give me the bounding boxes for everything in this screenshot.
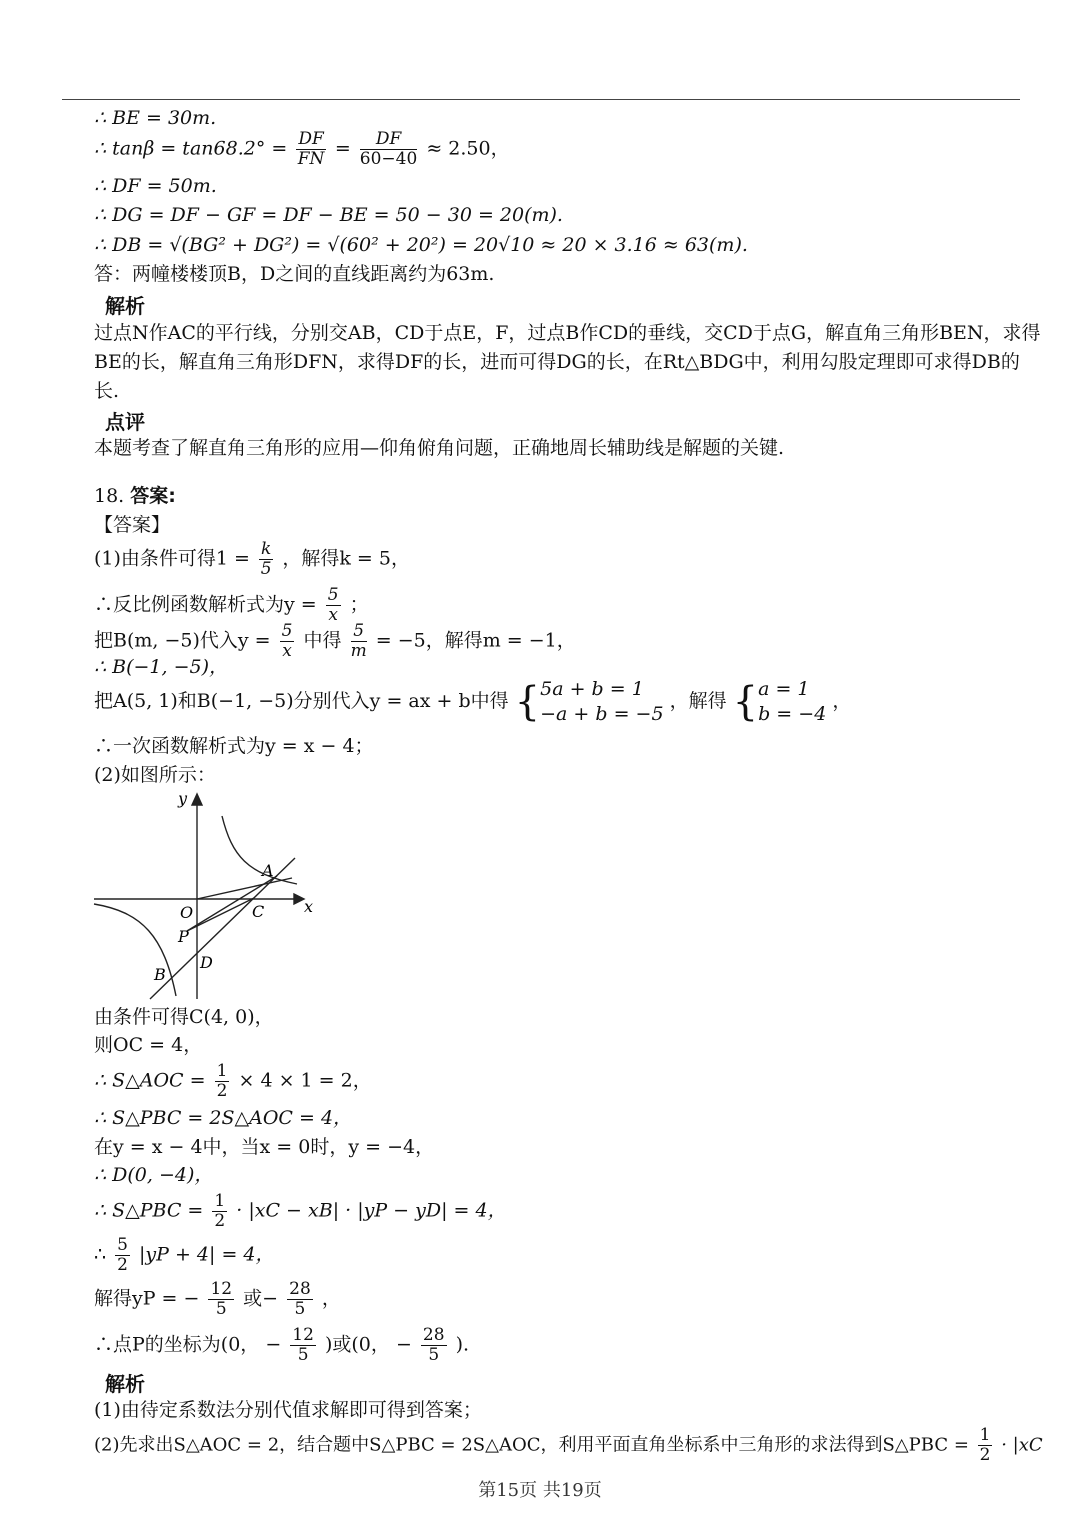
line-be: ∴ BE = 30m. <box>94 107 217 129</box>
label-o: O <box>180 903 194 922</box>
label-d: D <box>200 953 213 972</box>
q18-s2: 则OC = 4， <box>94 1034 203 1056</box>
q18-s7: ∴ S△PBC = $\frac{1}{2}$ · |xC − xB| · |yP − yD| = 4， <box>94 1191 507 1231</box>
label-b: B <box>154 965 166 984</box>
q18-line1: (1)由条件可得1 = $\frac{k}{5}$ ，解得k = 5， <box>94 539 410 579</box>
header-rule <box>62 99 1020 100</box>
q18-line6: ∴一次函数解析式为y = x − 4； <box>94 735 374 757</box>
q18-s9: 解得yP = − $\frac{12}{5}$ 或− $\frac{28}{5}$ ， <box>94 1279 341 1319</box>
q18-a2: (2)先求出S△AOC = 2，结合题中S△PBC = 2S△AOC，利用平面直角坐标系中三角形的求法得到S△PBC = $\frac{1}{2}$ · |xC <box>94 1425 1043 1465</box>
line-dg: ∴ DG = DF − GF = DF − BE = 50 − 30 = 20(m). <box>94 204 563 226</box>
line-answer-17: 答：两幢楼楼顶B，D之间的直线距离约为63m. <box>94 263 495 285</box>
comment-text-17: 本题考查了解直角三角形的应用—仰角俯角问题，正确地周长辅助线是解题的关键. <box>94 437 785 459</box>
fraction-df-fn: $\frac{DF}{FN}$ <box>297 129 325 169</box>
q18-line5: 把A(5, 1)和B(−1, −5)分别代入y = ax + b中得 { 5a + b = 1 −a + b = −5 ，解得 { a = 1 b = −4 ， <box>94 678 852 725</box>
y-axis-arrow <box>192 794 202 805</box>
x-axis-arrow <box>294 894 304 904</box>
q18-line4: ∴ B(−1, −5)， <box>94 656 229 678</box>
q18-a1: (1)由待定系数法分别代值求解即可得到答案； <box>94 1399 482 1421</box>
q18-s1: 由条件可得C(4, 0)， <box>94 1006 274 1028</box>
q18-heading: 18. 答案: <box>94 485 176 507</box>
label-c: C <box>252 902 265 921</box>
q18-s3: ∴ S△AOC = $\frac{1}{2}$ × 4 × 1 = 2， <box>94 1061 372 1101</box>
analysis-heading-17: 解析 <box>105 294 145 318</box>
hyperbola-upper <box>222 816 297 884</box>
answer-tag: 【答案】 <box>94 514 171 536</box>
line-db: ∴ DB = √(BG² + DG²) = √(60² + 20²) = 20√10 ≈ 20 × 3.16 ≈ 63(m). <box>94 234 748 256</box>
function-graph <box>92 786 322 1002</box>
q18-s10: ∴点P的坐标为(0， − $\frac{12}{5}$ )或(0， − $\frac{28}{5}$ ). <box>94 1325 470 1365</box>
fraction-df-60-40: $\frac{DF}{60-40}$ <box>359 129 418 169</box>
label-p: P <box>178 927 189 946</box>
q18-line2: ∴反比例函数解析式为y = $\frac{5}{x}$ ； <box>94 585 369 625</box>
label-a: A <box>262 861 274 880</box>
analysis-text-17: 过点N作AC的平行线，分别交AB，CD于点E，F，过点B作CD的垂线，交CD于点G，解直角三角形BEN，求得BE的长，解直角三角形DFN，求得DF的长，进而可得DG的长，在Rt△BDG中，利用勾股定理即可求得DB的长. <box>94 322 1041 402</box>
analysis-heading-18: 解析 <box>105 1372 145 1396</box>
q18-s5: 在y = x − 4中，当x = 0时，y = −4， <box>94 1136 435 1158</box>
q18-s6: ∴ D(0, −4)， <box>94 1164 214 1186</box>
label-x: x <box>304 897 314 916</box>
label-y: y <box>178 789 188 808</box>
q18-s8: ∴ $\frac{5}{2}$ |yP + 4| = 4， <box>94 1235 275 1275</box>
line-tan: ∴ tanβ = tan68.2° = $\frac{DF}{FN}$ = $\frac{DF}{60-40}$ ≈ 2.50， <box>94 129 510 169</box>
line-df: ∴ DF = 50m. <box>94 175 217 197</box>
page-footer: 第15页 共19页 <box>478 1480 602 1501</box>
comment-heading-17: 点评 <box>105 410 145 434</box>
q18-line7: (2)如图所示： <box>94 764 216 786</box>
q18-line3: 把B(m, −5)代入y = $\frac{5}{x}$ 中得 $\frac{5}{m}$ = −5，解得m = −1， <box>94 621 576 661</box>
q18-s4: ∴ S△PBC = 2S△AOC = 4， <box>94 1107 353 1129</box>
